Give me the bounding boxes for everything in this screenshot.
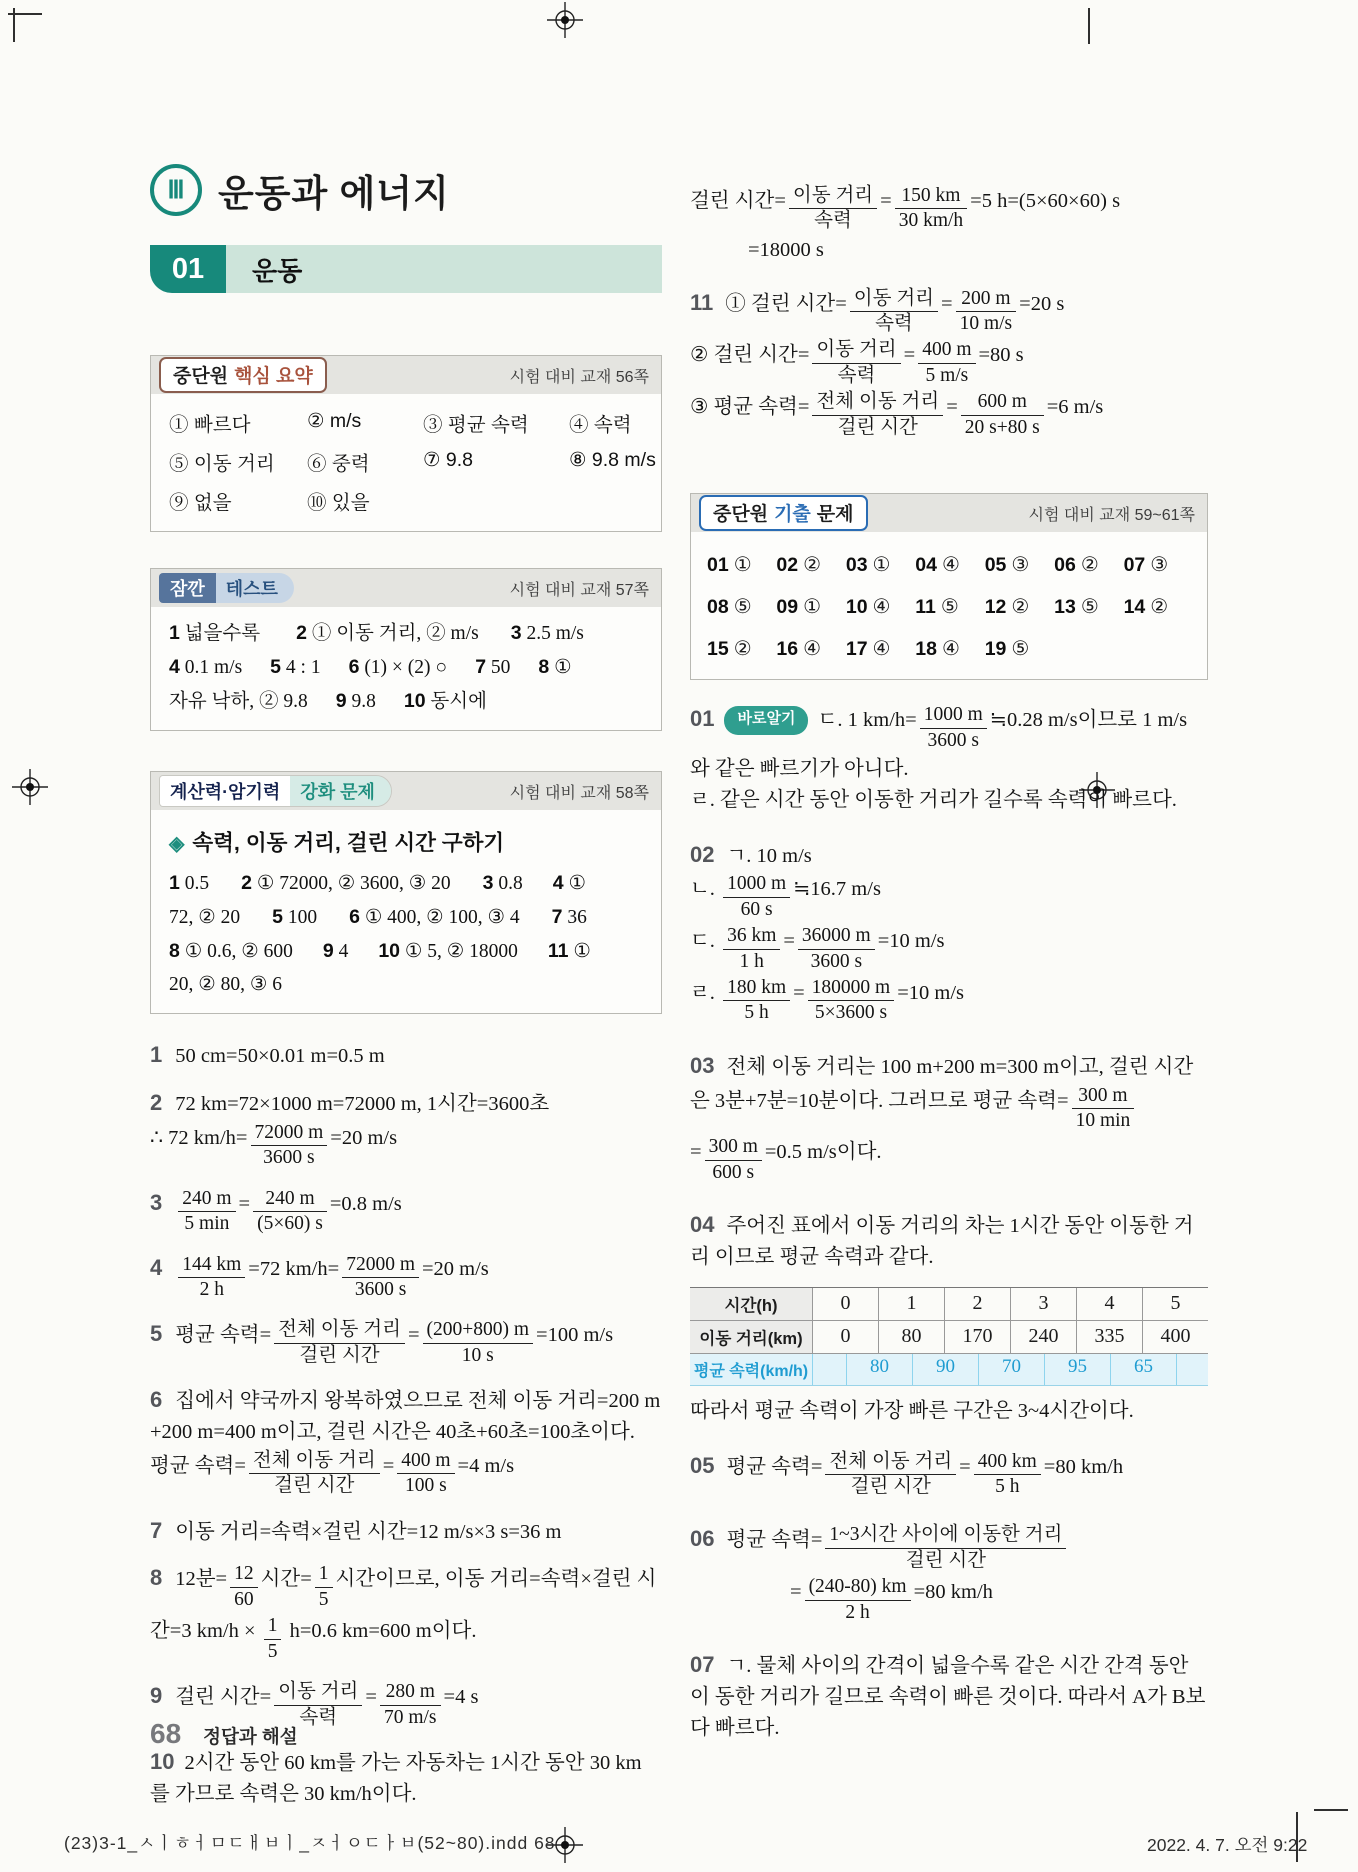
answer-item: ⑨ 없을 (169, 492, 232, 514)
explanation-04: 04 주어진 표에서 이동 거리의 차는 1시간 동안 이동한 거리 이므로 평균 속력과 같다. (690, 1212, 1194, 1269)
box-reference: 시험 대비 교재 56쪽 (509, 368, 649, 386)
quick-test-box (150, 568, 662, 731)
solution-item-7: 7 이동 거리=속력×걸린 시간=12 m/s×3 s=36 m (150, 1517, 562, 1543)
answer-item: ⑧ 9.8 m/s (569, 449, 656, 471)
section-number: 01 (150, 245, 226, 293)
table-cell: 3 (1011, 1288, 1077, 1320)
table-header-cell: 시간(h) (690, 1288, 813, 1320)
exam-answer-item: 19 ⑤ (984, 638, 1030, 661)
page-number: 68 (150, 1718, 182, 1749)
speed-table (690, 1287, 1208, 1386)
exam-answer-item: 05 ③ (984, 554, 1030, 577)
exam-answer-item: 12 ② (984, 596, 1030, 619)
box-reference: 시험 대비 교재 58쪽 (509, 784, 649, 802)
box-label-prefix: 중단원 (713, 504, 769, 526)
table-row-time (690, 1288, 1208, 1321)
solution-item-9: 9 걸린 시간= $\frac{\text{이동 거리}}{\text{속력}}$ = $\frac{280 m}{70 m/s}$ =4 s (150, 1681, 479, 1728)
footer-label: 정답과 해설 (203, 1726, 298, 1747)
crop-mark (1088, 8, 1090, 44)
box-label-prefix: 잠깐 (159, 573, 216, 603)
answer-item: ⑦ 9.8 (423, 449, 474, 471)
table-row-average-speed (690, 1354, 1208, 1385)
answer-line: 1 넓을수록 2 ① 이동 거리, ② m/s 3 2.5 m/s (169, 622, 584, 644)
solution-continuation: 걸린 시간= $\frac{\text{이동 거리}}{\text{속력}}$ = $\frac{150 km}{30 km/h}$ =5 h=(5×60×60) s =18000 s (690, 185, 1121, 261)
exam-answer-item: 07 ③ (1123, 554, 1169, 577)
calc-heading (169, 826, 645, 857)
exam-answer-item: 13 ⑤ (1054, 596, 1099, 619)
solution-item-10: 10 2시간 동안 60 km를 가는 자동차는 1시간 동안 30 km 를 가므로 속력은 30 km/h이다. (150, 1748, 642, 1805)
table-cell: 1 (879, 1288, 945, 1320)
exam-answer-item: 14 ② (1123, 596, 1169, 619)
box-header (151, 772, 661, 810)
explanation-04-conclusion: 따라서 평균 속력이 가장 빠른 구간은 3~4시간이다. (690, 1399, 1134, 1422)
answer-item: ① 빠르다 (169, 414, 251, 436)
solution-item-8: 8 12분= $\frac{12}{60}$ 시간= $\frac{1}{5}$ 시간이므로, 이동 거리=속력×걸린 시간=3 km/h × $\frac{1}{5}$ h=0.6 km=600 m이다. (150, 1563, 657, 1662)
exam-answers-grid (691, 532, 1207, 679)
section-banner (150, 245, 662, 293)
explanation-02: 02 ㄱ. 10 m/s ㄴ. $\frac{1000 m}{60 s}$ ≒16.7 m/s ㄷ. $\frac{36 km}{1 h}$ = $\frac{36000 m}{3600 s}$ =10 m/s ㄹ. $\frac{180 km}{5 h}$ = $\frac{180000 m}{5\times 3600 s}$ =10 m/s (690, 841, 965, 1024)
table-cell: 4 (1077, 1288, 1143, 1320)
exam-answer-item: 16 ④ (776, 638, 822, 661)
table-cell: 95 (1045, 1354, 1111, 1385)
explanation-01: 01 바로알기 ㄷ. 1 km/h= $\frac{1000 m}{3600 s}$ ≒0.28 m/s이므로 1 m/s 와 같은 빠르기가 아니다. ㄹ. 같은 시간 동안 이동한 거리가 길수록 속력이 빠르다. (690, 704, 1188, 811)
solutions-list (150, 1038, 662, 1809)
answer-item: ⑥ 중력 (307, 453, 370, 475)
section-title: 운동 (226, 245, 662, 293)
exam-answers-box (690, 493, 1208, 680)
box-label (699, 495, 868, 531)
calc-heading-text: 속력, 이동 거리, 걸린 시간 구하기 (192, 831, 505, 856)
answer-line: 8 ① 0.6, ② 600 9 4 10 ① 5, ② 18000 11 ① (169, 939, 591, 962)
crop-mark (1314, 1809, 1348, 1811)
diamond-icon: ◈ (169, 833, 185, 856)
table-cell: 0 (813, 1321, 879, 1353)
exam-answer-item: 18 ④ (915, 638, 960, 661)
box-label (159, 573, 294, 603)
solution-item-5: 5 평균 속력= $\frac{\text{전체 이동 거리}}{\text{걸린 시간}}$ = $\frac{(200+800) m}{10 s}$ =100 m/s (150, 1319, 614, 1366)
exam-answer-item: 10 ④ (845, 596, 891, 619)
box-label-prefix: 중단원 (173, 366, 229, 387)
chapter-header (150, 163, 662, 217)
answer-line: 자유 낙하, ② 9.8 9 9.8 10 동시에 (169, 689, 487, 712)
box-label (159, 357, 327, 393)
box-label-suffix: 문제 (816, 504, 854, 526)
core-summary-box (150, 355, 662, 532)
box-label-main: 테스트 (216, 573, 294, 603)
box-header (691, 494, 1207, 532)
exam-answer-item: 06 ② (1054, 554, 1099, 577)
solution-item-6: 6 집에서 약국까지 왕복하였으므로 전체 이동 거리=200 m +200 m=400 m이고, 걸린 시간은 40초+60초=100초이다. 평균 속력= $\frac{\text{전체 이동 거리}}{\text{걸린 시간}}$ = $\frac{400 m}{100 s}$ =4 m/s (150, 1387, 661, 1497)
answer-item: ④ 속력 (569, 414, 632, 436)
explanation-03: 03 전체 이동 거리는 100 m+200 m=300 m이고, 걸린 시간은 3분+7분=10분이다. 그러므로 평균 속력= $\frac{300 m}{10 \min}$ = $\frac{300 m}{600 s}$ =0.5 m/s이다. (690, 1052, 1194, 1183)
table-cell: 2 (945, 1288, 1011, 1320)
box-reference: 시험 대비 교재 59~61쪽 (1028, 506, 1195, 524)
table-cell: 5 (1170, 1291, 1181, 1314)
exam-answer-item: 17 ④ (845, 638, 891, 661)
chapter-title: 운동과 에너지 (218, 173, 450, 214)
solution-item-11: 11 ① 걸린 시간= $\frac{\text{이동 거리}}{\text{속력}}$ = $\frac{200 m}{10 m/s}$ =20 s ② 걸린 시간= $\frac{\text{이동 거리}}{\text{속력}}$ = $\frac{400 m}{5 m/s}$ =80 s ③ 평균 속력= $\frac{\text{전체 이동 거리}}{\text{걸린 시간}}$ = $\frac{600 m}{20 s+80 s}$ =6 m/s (690, 287, 1104, 438)
exam-answer-item: 04 ④ (915, 554, 960, 577)
explanation-07: 07 ㄱ. 물체 사이의 간격이 넓을수록 같은 시간 간격 동안 이 동한 거리가 길므로 속력이 빠른 것이다. 따라서 A가 B보다 빠르다. (690, 1652, 1206, 1739)
column-right (690, 183, 1208, 1757)
box-label (159, 775, 392, 807)
registration-mark-left (12, 769, 48, 805)
exam-answer-item: 11 ⑤ (915, 596, 959, 619)
chapter-numeral-icon (150, 164, 202, 216)
table-cell: 90 (913, 1354, 979, 1385)
calc-drill-answers (151, 810, 661, 1013)
answer-item: ② m/s (307, 410, 362, 432)
box-header (151, 569, 661, 607)
print-filename: (23)3-1_ㅅㅣㅎㅓㅁㄷㅐㅂㅣ_ㅈㅓㅇㄷㅏㅂ(52~80).indd 68 (64, 1833, 556, 1853)
explanation-06: 06 평균 속력= $\frac{\text{1\textasciitilde{}3시간 사이에 이동한 거리}}{\text{걸린 시간}}$ = $\frac{(240-80) km}{2 h}$ =80 km/h (690, 1522, 1208, 1626)
table-header-cell: 이동 거리(km) (690, 1321, 813, 1353)
quick-test-answers (151, 607, 661, 730)
answer-item: ③ 평균 속력 (423, 414, 529, 436)
box-label-main: 강화 문제 (290, 776, 391, 806)
answer-line: 1 0.5 2 ① 72000, ② 3600, ③ 20 3 0.8 4 ① (169, 872, 586, 895)
solution-item-4: 4 $\frac{144 km}{2 h}$ =72 km/h= $\frac{72000 m}{3600 s}$ =20 m/s (150, 1253, 489, 1300)
box-label-main: 기출 (774, 504, 811, 526)
table-cell: 80 (879, 1321, 945, 1353)
box-header (151, 356, 661, 394)
table-cell: 0 (813, 1288, 879, 1320)
table-cell: 400 (1160, 1324, 1191, 1347)
solution-item-1: 1 50 cm=50×0.01 m=0.5 m (150, 1042, 385, 1068)
table-cell: 170 (945, 1321, 1011, 1353)
exam-answer-item: 08 ⑤ (707, 596, 752, 619)
page-footer (150, 1718, 298, 1750)
answer-item: ⑩ 있을 (307, 492, 370, 514)
exam-answer-item: 02 ② (776, 554, 822, 577)
table-offset-values (813, 1354, 1208, 1385)
exam-answer-item: 01 ① (707, 554, 752, 577)
core-answers-grid (151, 394, 661, 531)
answer-line: 20, ② 80, ③ 6 (169, 973, 282, 995)
box-label-main: 핵심 요약 (234, 366, 313, 387)
chapter-numeral: Ⅲ (167, 177, 185, 204)
exam-answer-item: 15 ② (707, 638, 752, 661)
print-timestamp: 2022. 4. 7. 오전 9:22 (1147, 1835, 1308, 1855)
table-cell: 335 (1077, 1321, 1143, 1353)
table-header-cell: 평균 속력(km/h) (690, 1354, 813, 1385)
answer-line: 4 0.1 m/s 5 4 : 1 6 (1) × (2) ○ 7 50 8 ① (169, 655, 572, 678)
registration-mark-top (547, 2, 583, 38)
exam-answer-item: 03 ① (845, 554, 891, 577)
calc-drill-box (150, 771, 662, 1014)
box-reference: 시험 대비 교재 57쪽 (509, 581, 649, 599)
answer-item: ⑤ 이동 거리 (169, 453, 275, 475)
table-cell: 70 (979, 1354, 1045, 1385)
solution-item-3: 3 $\frac{240 m}{5 \min}$ = $\frac{240 m}{(5\times 60) s}$ =0.8 m/s (150, 1187, 402, 1235)
crop-mark (13, 8, 15, 42)
column-left (150, 163, 662, 1823)
exam-answer-item: 09 ① (776, 596, 822, 619)
box-label-prefix: 계산력·암기력 (160, 776, 290, 806)
explanation-05: 05 평균 속력= $\frac{\text{전체 이동 거리}}{\text{걸린 시간}}$ = $\frac{400 km}{5 h}$ =80 km/h (690, 1450, 1124, 1497)
table-row-distance (690, 1321, 1208, 1354)
solution-item-2: 2 72 km=72×1000 m=72000 m, 1시간=3600초 ∴ 72 km/h= $\frac{72000 m}{3600 s}$ =20 m/s (150, 1090, 550, 1169)
table-cell: 80 (846, 1354, 913, 1385)
table-cell: 65 (1111, 1354, 1177, 1385)
answer-line: 72, ② 20 5 100 6 ① 400, ② 100, ③ 4 7 36 (169, 906, 587, 928)
table-cell: 240 (1011, 1321, 1077, 1353)
